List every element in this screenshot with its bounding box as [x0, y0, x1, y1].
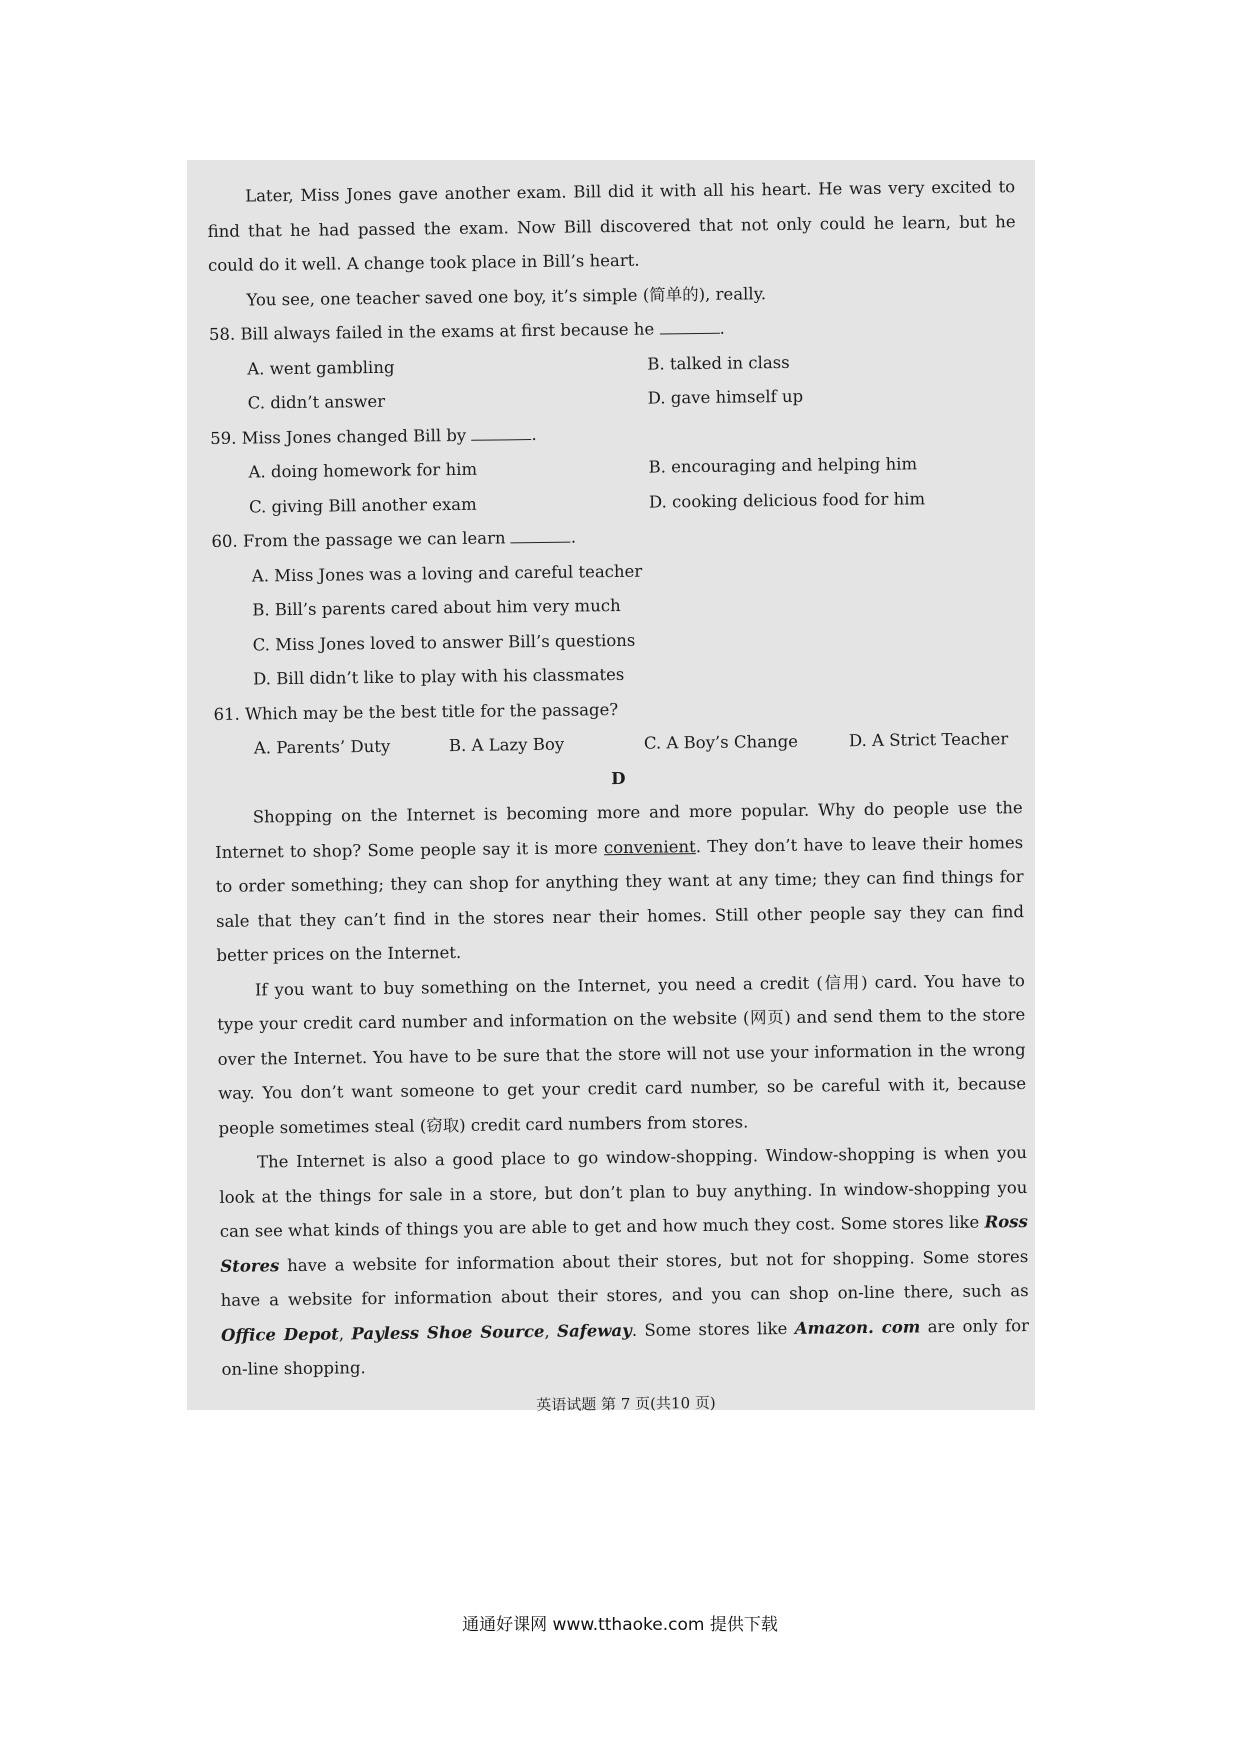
options-60 [212, 550, 1022, 698]
text-run: , [338, 1323, 345, 1343]
passage-d-paragraph-3 [219, 1136, 1030, 1387]
option-c: C. Miss Jones loved to answer Bill’s questions [252, 630, 636, 654]
store-name: Safeway [556, 1320, 632, 1341]
exam-page-number: 英语试题 第 7 页(共10 页) [536, 1393, 716, 1414]
text-run: The Internet is also a good place to go window-shopping. Window-shopping is when you look at the things for sale in a store, but don’t plan to buy anything. In window-shopping you can see what kinds of things you are able to get and how much they cost. Some stores like [219, 1143, 1028, 1241]
option-a: A. Parents’ Duty [253, 736, 391, 758]
question-stem: 59. Miss Jones changed Bill by [210, 425, 467, 448]
answer-blank [511, 528, 571, 544]
underlined-word: convenient [603, 836, 696, 857]
scanned-page [187, 160, 1035, 1414]
question-stem-end: . [531, 424, 537, 444]
text-run: Shopping on the Internet is becoming more and more popular. Why do people use the Internet to shop? Some people say it is more [215, 798, 1023, 862]
text-run: , [544, 1321, 550, 1341]
option-c: C. A Boy’s Change [643, 731, 799, 753]
text-run: . They don’t have to leave their homes to order something; they can shop for anything they want at any time; they can find things for sale that they can’t find in the stores near their homes. Still other people say they can find better prices on the Internet. [215, 832, 1025, 965]
option-d: D. cooking delicious food for him [648, 488, 926, 512]
option-c: C. didn’t answer [247, 391, 386, 413]
option-a: A. went gambling [247, 357, 395, 379]
section-label-d: D [611, 768, 626, 788]
answer-blank [659, 319, 719, 335]
option-b: B. Bill’s parents cared about him very much [252, 595, 621, 620]
store-name: Ross Stores [220, 1212, 1028, 1276]
passage-d-paragraph-1 [215, 791, 1025, 973]
option-d: D. gave himself up [647, 386, 804, 408]
option-b: B. A Lazy Boy [448, 734, 565, 756]
question-stem: 61. Which may be the best title for the passage? [213, 699, 619, 724]
passage-paragraph: You see, one teacher saved one boy, it’s simple (简单的), really. [246, 283, 767, 310]
passage-paragraph: Later, Miss Jones gave another exam. Bill did it with all his heart. He was very excited to find that he had passed the exam. Now Bill discovered that not only could he learn, but he could do it well. A change took place in Bill’s heart. [207, 177, 1016, 275]
option-a: A. Miss Jones was a loving and careful teacher [251, 561, 643, 585]
text-run: . Some stores like [631, 1318, 788, 1340]
option-a: A. doing homework for him [248, 459, 478, 482]
option-c: C. giving Bill another exam [248, 494, 477, 517]
question-stem: 58. Bill always failed in the exams at first because he [208, 319, 655, 344]
question-stem-end: . [719, 318, 725, 338]
passage-d-paragraph-2: If you want to buy something on the Internet, you need a credit (信用) card. You have to type your credit card number and information on the website (网页) and send them to the store over the Internet. You have to be sure that the store will not use your information in the wrong way. You don’t want someone to get your credit card number, so be careful with it, because people sometimes steal (窃取) credit card numbers from stores. [217, 970, 1027, 1138]
text-run: have a website for information about their stores, but not for shopping. Some stores have a website for information about their stores, and you can shop on-line there, such as [220, 1246, 1029, 1310]
text-run: are only for on-line shopping. [221, 1315, 1030, 1379]
download-footer: 通通好课网 www.tthaoke.com 提供下载 [462, 1615, 778, 1635]
options-59 [210, 446, 1019, 525]
answer-blank [471, 425, 531, 441]
store-name: Payless Shoe Source [351, 1321, 545, 1343]
question-stem-end: . [570, 527, 577, 547]
option-b: B. encouraging and helping him [648, 454, 918, 477]
option-b: B. talked in class [647, 352, 790, 374]
option-d: D. Bill didn’t like to play with his classmates [252, 664, 625, 689]
question-stem: 60. From the passage we can learn [211, 528, 506, 551]
options-58 [209, 343, 1018, 422]
store-name: Office Depot [220, 1323, 339, 1345]
store-name: Amazon. com [794, 1316, 921, 1338]
exam-content [207, 170, 1030, 1426]
option-d: D. A Strict Teacher [848, 729, 1009, 751]
